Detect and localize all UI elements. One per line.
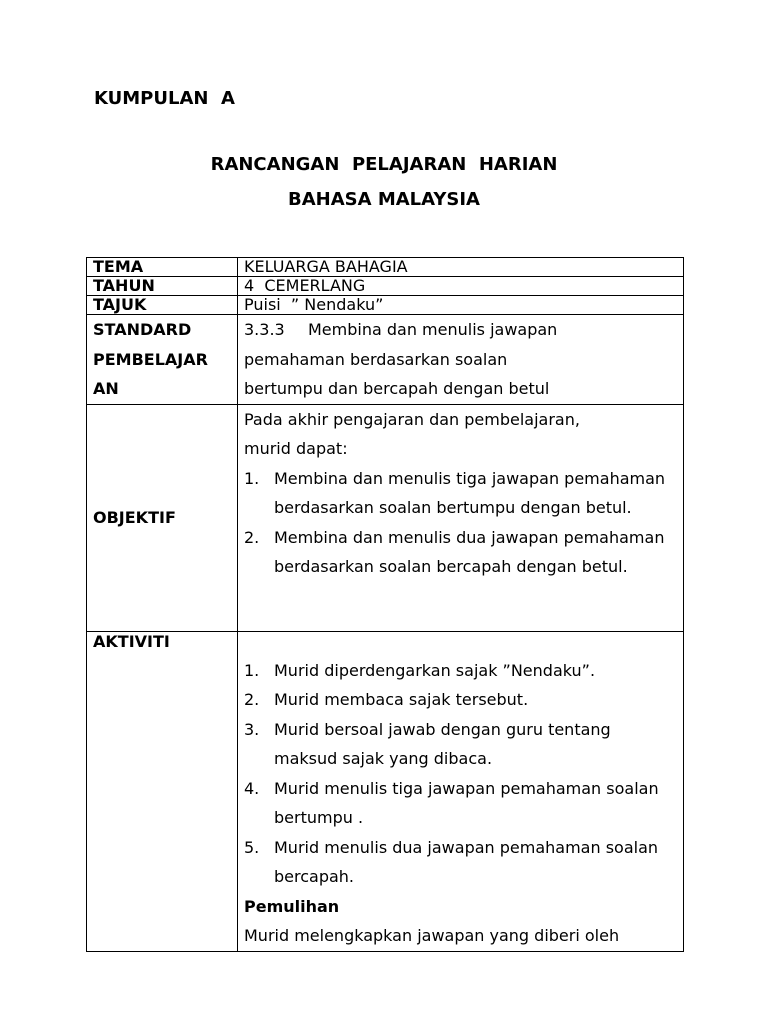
aktiviti-item-text: Murid menulis tiga jawapan pemahaman soalan bertumpu . [274, 778, 659, 827]
standard-label-line: STANDARD [93, 320, 192, 339]
standard-line: bertumpu dan bercapah dengan betul [244, 379, 550, 398]
aktiviti-item-number: 4. [244, 778, 260, 798]
standard-code: 3.3.3 [244, 320, 285, 339]
pemulihan-text: Murid melengkapkan jawapan yang diberi oleh [244, 926, 620, 945]
aktiviti-item-number: 2. [244, 690, 260, 709]
objektif-list [244, 464, 677, 582]
row-tajuk [87, 296, 684, 315]
aktiviti-item-text: Murid bersoal jawab dengan guru tentang maksud sajak yang dibaca. [274, 719, 611, 768]
row-objektif [87, 404, 684, 631]
pemulihan-heading: Pemulihan [244, 896, 340, 916]
aktiviti-item [244, 685, 677, 715]
objektif-item-number: 2. [244, 527, 260, 547]
aktiviti-label: AKTIVITI [87, 631, 238, 951]
row-standard [87, 315, 684, 405]
row-tema [87, 258, 684, 277]
tahun-value: 4 CEMERLANG [238, 277, 684, 296]
objektif-item [244, 464, 677, 523]
tema-value: KELUARGA BAHAGIA [238, 258, 684, 277]
tajuk-value: Puisi ” Nendaku” [238, 296, 684, 315]
objektif-item-text: Membina dan menulis dua jawapan pemahaman berdasarkan soalan bercapah dengan betul. [274, 527, 665, 576]
objektif-intro-line: murid dapat: [244, 439, 348, 458]
tema-label: TEMA [87, 258, 238, 277]
objektif-intro-line: Pada akhir pengajaran dan pembelajaran, [244, 409, 580, 429]
tajuk-label: TAJUK [87, 296, 238, 315]
objektif-label: OBJEKTIF [87, 404, 238, 631]
standard-line: Membina dan menulis jawapan [308, 320, 558, 339]
aktiviti-item-number: 1. [244, 660, 260, 680]
standard-content [238, 315, 684, 405]
document-title: RANCANGAN PELAJARAN HARIAN [210, 154, 558, 175]
aktiviti-item-text: Murid menulis dua jawapan pemahaman soalan bercapah. [274, 837, 659, 886]
aktiviti-content [238, 631, 684, 951]
row-tahun [87, 277, 684, 296]
tahun-label: TAHUN [87, 277, 238, 296]
document-subtitle: BAHASA MALAYSIA [288, 189, 480, 210]
objektif-item-text: Membina dan menulis tiga jawapan pemahaman berdasarkan soalan bertumpu dengan betul. [274, 468, 666, 517]
standard-label [87, 315, 238, 405]
standard-label-line: AN [93, 379, 119, 398]
aktiviti-item-number: 5. [244, 837, 260, 857]
objektif-item-number: 1. [244, 468, 260, 488]
aktiviti-item [244, 656, 677, 686]
aktiviti-item [244, 715, 677, 774]
objektif-content [238, 404, 684, 631]
aktiviti-item [244, 833, 677, 892]
aktiviti-item-text: Murid membaca sajak tersebut. [274, 690, 529, 709]
aktiviti-item-text: Murid diperdengarkan sajak ”Nendaku”. [274, 660, 596, 680]
objektif-item [244, 523, 677, 582]
group-label: KUMPULAN A [94, 88, 235, 109]
standard-label-line: PEMBELAJAR [93, 349, 208, 369]
aktiviti-list [244, 656, 677, 892]
lesson-plan-table [86, 257, 684, 952]
aktiviti-item [244, 774, 677, 833]
row-aktiviti [87, 631, 684, 951]
aktiviti-item-number: 3. [244, 719, 260, 739]
standard-line: pemahaman berdasarkan soalan [244, 349, 508, 369]
